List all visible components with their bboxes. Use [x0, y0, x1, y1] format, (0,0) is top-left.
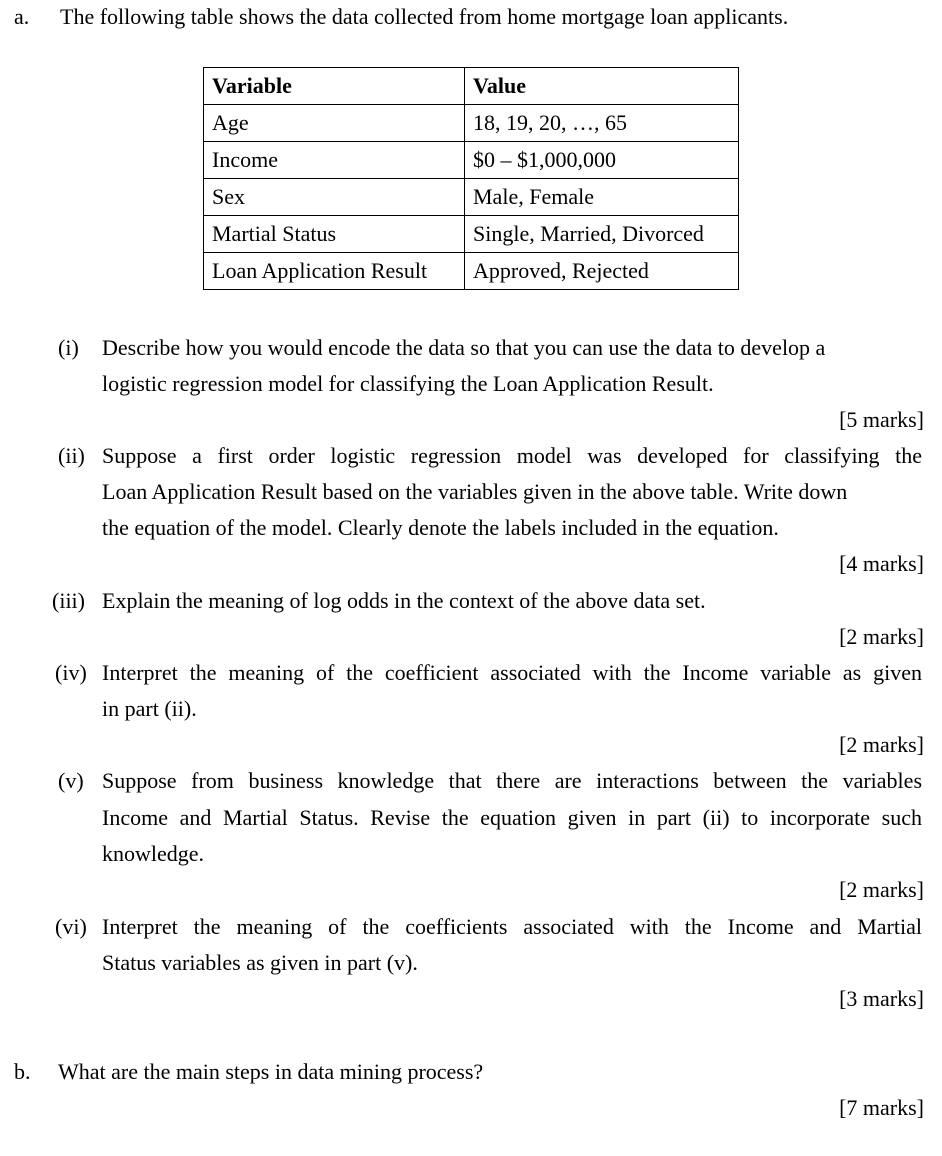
table-row	[204, 216, 739, 253]
question-line: in part (ii).	[102, 696, 197, 721]
table-cell: Income	[204, 142, 465, 179]
table-cell: Male, Female	[465, 179, 739, 216]
question-line: Interpret the meaning of the coefficients associated with the Income and Martial	[102, 914, 922, 939]
part-b-label: b.	[14, 1059, 31, 1084]
question-number: (ii)	[58, 443, 85, 468]
table-cell: Loan Application Result	[204, 253, 465, 290]
part-a-label: a.	[14, 4, 30, 29]
table-row	[204, 105, 739, 142]
marks-label: [3 marks]	[839, 986, 924, 1011]
marks-label: [2 marks]	[839, 877, 924, 902]
question-number: (iv)	[55, 660, 87, 685]
table-cell: Age	[204, 105, 465, 142]
question-number: (v)	[58, 768, 84, 793]
question-line: Loan Application Result based on the variables given in the above table. Write down	[102, 479, 848, 504]
question-line: Suppose from business knowledge that there are interactions between the variables	[102, 768, 922, 793]
table-header-row	[204, 68, 739, 105]
question-line: Status variables as given in part (v).	[102, 950, 418, 975]
marks-label: [7 marks]	[839, 1095, 924, 1120]
question-line: logistic regression model for classifying the Loan Application Result.	[102, 371, 714, 396]
table-header-cell: Value	[465, 68, 739, 105]
table-cell: Sex	[204, 179, 465, 216]
marks-label: [5 marks]	[839, 407, 924, 432]
question-number: (i)	[58, 335, 79, 360]
question-line: Explain the meaning of log odds in the context of the above data set.	[102, 588, 706, 613]
question-number: (vi)	[55, 914, 87, 939]
marks-label: [4 marks]	[839, 551, 924, 576]
table-cell: Martial Status	[204, 216, 465, 253]
table-cell: Single, Married, Divorced	[465, 216, 739, 253]
question-line: Suppose a first order logistic regression model was developed for classifying the	[102, 443, 922, 468]
table-cell: 18, 19, 20, …, 65	[465, 105, 739, 142]
question-line: Describe how you would encode the data so that you can use the data to develop a	[102, 335, 826, 360]
table-row	[204, 142, 739, 179]
marks-label: [2 marks]	[839, 732, 924, 757]
part-a-intro: The following table shows the data collected from home mortgage loan applicants.	[60, 4, 789, 29]
table-row	[204, 179, 739, 216]
question-line: Interpret the meaning of the coefficient associated with the Income variable as given	[102, 660, 922, 685]
table-cell: $0 – $1,000,000	[465, 142, 739, 179]
question-number: (iii)	[52, 588, 85, 613]
question-line: the equation of the model. Clearly denote the labels included in the equation.	[102, 515, 779, 540]
question-line: Income and Martial Status. Revise the equation given in part (ii) to incorporate such	[102, 805, 922, 830]
table-row	[204, 253, 739, 290]
variables-table	[203, 67, 739, 290]
table-cell: Approved, Rejected	[465, 253, 739, 290]
question-line: knowledge.	[102, 841, 205, 866]
table-header-cell: Variable	[204, 68, 465, 105]
part-b-question: What are the main steps in data mining process?	[58, 1059, 484, 1084]
marks-label: [2 marks]	[839, 624, 924, 649]
